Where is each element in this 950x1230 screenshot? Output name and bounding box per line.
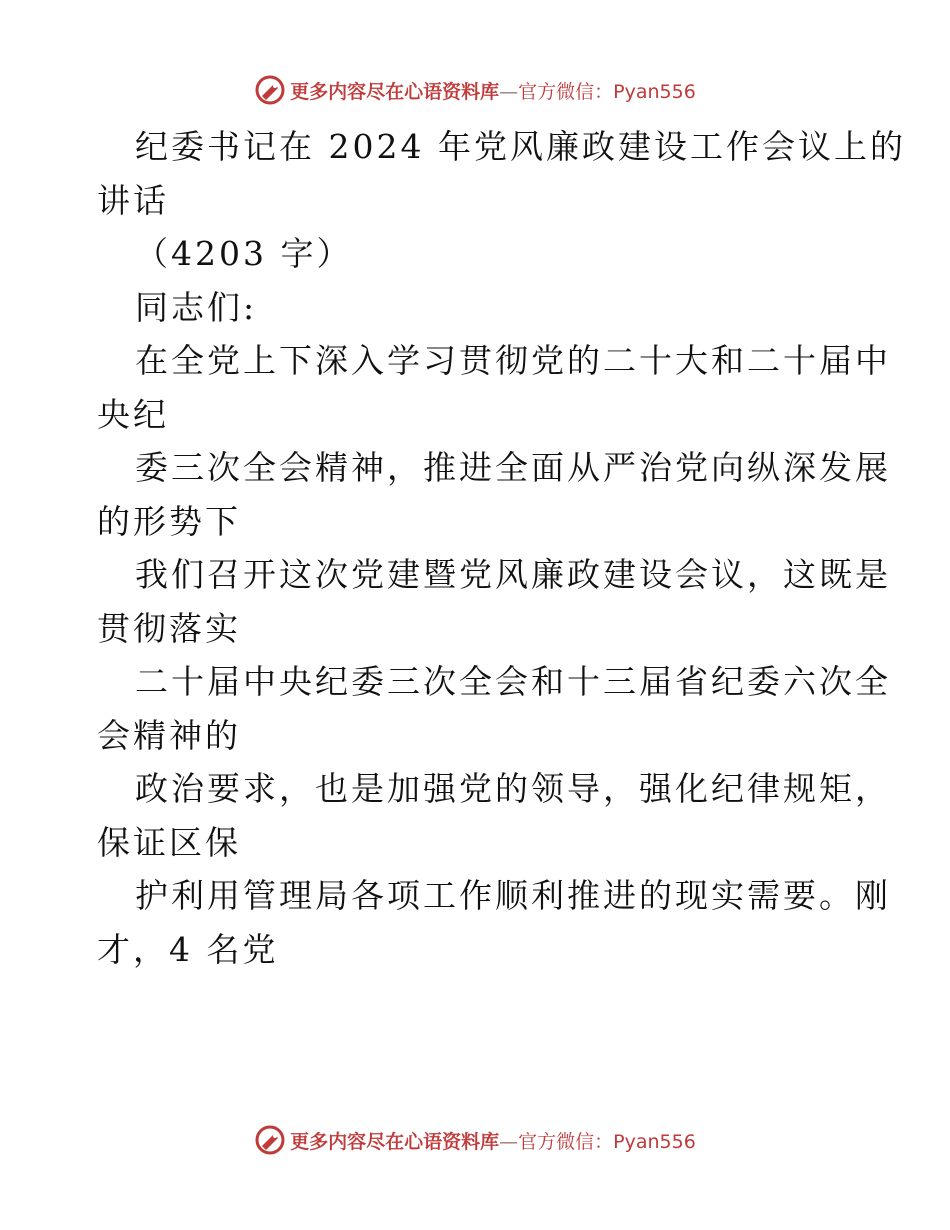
word-count: （4203 字）: [135, 234, 353, 273]
paragraph-line: 二十届中央纪委三次全会和十三届省纪委六次全: [135, 662, 891, 701]
footer-banner: [0, 1120, 950, 1160]
salutation: 同志们:: [135, 287, 258, 327]
paragraph-line: 的形势下: [97, 501, 241, 541]
banner-separator: —: [499, 1130, 519, 1153]
paragraph-line: 保证区保: [97, 822, 241, 862]
paragraph-line: 才，4 名党: [97, 929, 279, 969]
paragraph-line: 护利用管理局各项工作顺利推进的现实需要。刚: [135, 876, 891, 915]
title-line-2: 讲话: [97, 180, 169, 220]
title-line-1: 纪委书记在 2024 年党风廉政建设工作会议上的: [135, 127, 906, 166]
paragraph-line: 会精神的: [97, 715, 241, 755]
paragraph-line: 我们召开这次党建暨党风廉政建设会议，这既是: [135, 555, 891, 594]
banner-contact: 官方微信：Pyan556: [518, 80, 696, 103]
banner-title: 更多内容尽在心语资料库: [290, 80, 500, 103]
banner-contact: 官方微信：Pyan556: [518, 1130, 696, 1153]
paragraph-line: 央纪: [97, 394, 169, 434]
document-body: [97, 120, 906, 976]
paragraph-line: 在全党上下深入学习贯彻党的二十大和二十届中: [135, 341, 891, 380]
banner-title: 更多内容尽在心语资料库: [290, 1130, 500, 1153]
paragraph-line: 委三次全会精神，推进全面从严治党向纵深发展: [135, 448, 891, 487]
pen-nib-logo-icon: [254, 74, 286, 106]
banner-separator: —: [499, 80, 519, 103]
header-banner: [0, 70, 950, 110]
banner-text: [290, 77, 696, 104]
pen-nib-logo-icon: [254, 1124, 286, 1156]
banner-text: [290, 1127, 696, 1154]
paragraph-line: 贯彻落实: [97, 608, 241, 648]
paragraph-line: 政治要求，也是加强党的领导，强化纪律规矩，: [135, 769, 891, 808]
